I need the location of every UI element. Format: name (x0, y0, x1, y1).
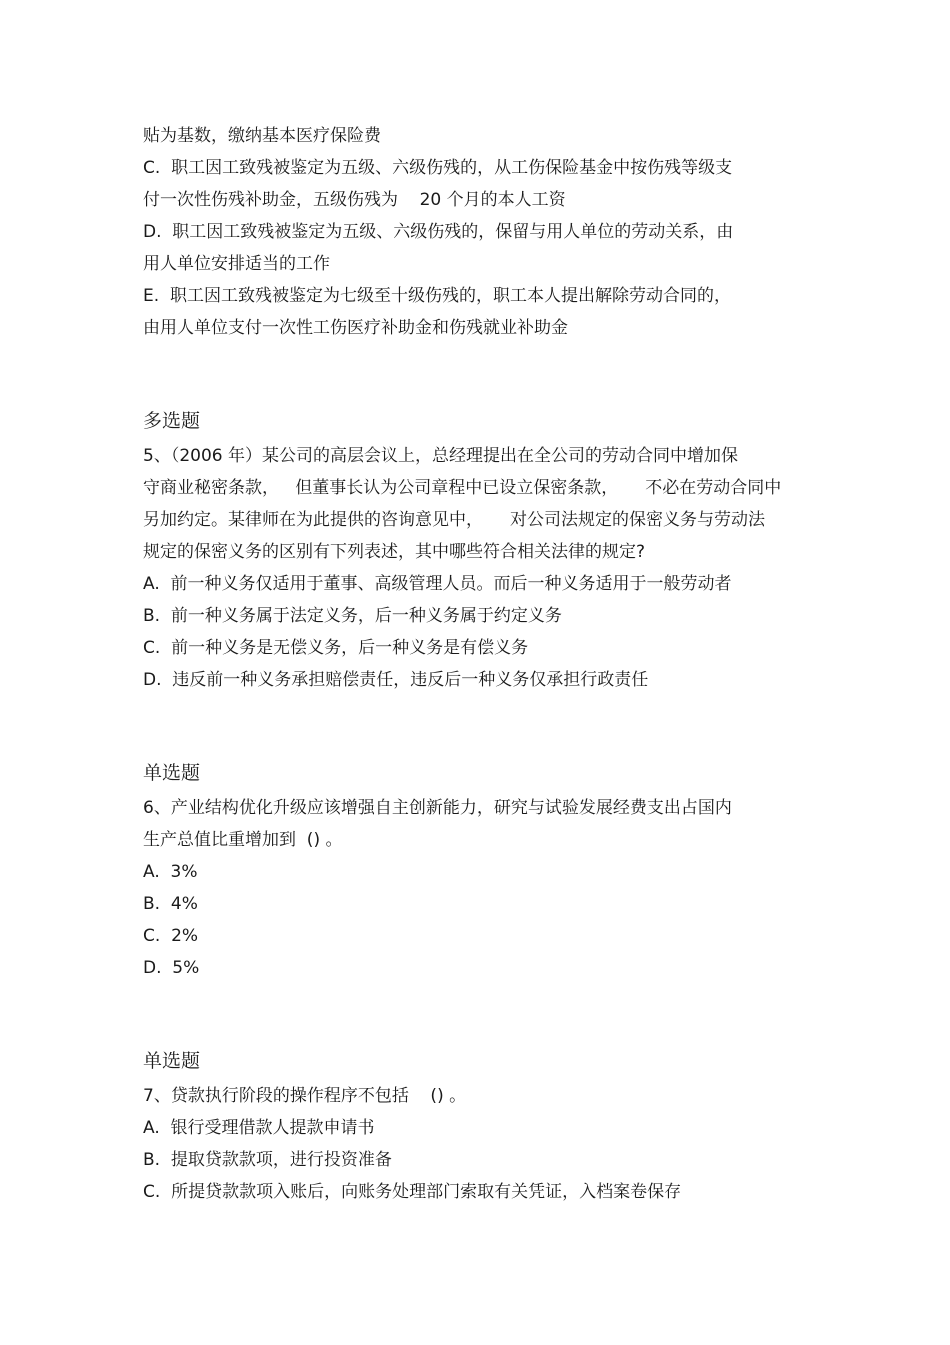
option-a: A. 银行受理借款人提款申请书 (143, 1118, 375, 1138)
question-stem: 规定的保密义务的区别有下列表述，其中哪些符合相关法律的规定? (143, 542, 646, 562)
text-line: 贴为基数，缴纳基本医疗保险费 (143, 126, 381, 146)
question-stem: 5、（2006 年）某公司的高层会议上，总经理提出在全公司的劳动合同中增加保 (143, 446, 738, 466)
option-d-continued: 用人单位安排适当的工作 (143, 254, 330, 274)
option-c: C. 2% (143, 926, 199, 946)
option-d: D. 5% (143, 958, 200, 978)
option-c: C. 职工因工致残被鉴定为五级、六级伤残的，从工伤保险基金中按伤残等级支 (143, 158, 733, 178)
option-e: E. 职工因工致残被鉴定为七级至十级伤残的，职工本人提出解除劳动合同的， (143, 286, 731, 306)
question-type-heading: 单选题 (143, 1050, 201, 1072)
option-e-continued: 由用人单位支付一次性工伤医疗补助金和伤残就业补助金 (143, 318, 568, 338)
option-b: B. 4% (143, 894, 198, 914)
question-stem: 另加约定。某律师在为此提供的咨询意见中， 对公司法规定的保密义务与劳动法 (143, 510, 766, 530)
question-type-heading: 多选题 (143, 410, 201, 432)
option-a: A. 3% (143, 862, 198, 882)
question-type-heading: 单选题 (143, 762, 201, 784)
option-c-continued: 付一次性伤残补助金，五级伤残为 20 个月的本人工资 (143, 190, 566, 210)
question-stem: 生产总值比重增加到 () 。 (143, 830, 343, 850)
option-a: A. 前一种义务仅适用于董事、高级管理人员。而后一种义务适用于一般劳动者 (143, 574, 732, 594)
option-c: C. 前一种义务是无偿义务，后一种义务是有偿义务 (143, 638, 529, 658)
option-d: D. 违反前一种义务承担赔偿责任，违反后一种义务仅承担行政责任 (143, 670, 649, 690)
option-b: B. 前一种义务属于法定义务，后一种义务属于约定义务 (143, 606, 562, 626)
option-d: D. 职工因工致残被鉴定为五级、六级伤残的，保留与用人单位的劳动关系，由 (143, 222, 734, 242)
question-stem: 7、贷款执行阶段的操作程序不包括 () 。 (143, 1086, 467, 1106)
question-stem: 守商业秘密条款， 但董事长认为公司章程中已设立保密条款， 不必在劳动合同中 (143, 478, 782, 498)
option-b: B. 提取贷款款项，进行投资准备 (143, 1150, 392, 1170)
option-c: C. 所提贷款款项入账后，向账务处理部门索取有关凭证，入档案卷保存 (143, 1182, 682, 1202)
question-stem: 6、产业结构优化升级应该增强自主创新能力，研究与试验发展经费支出占国内 (143, 798, 732, 818)
